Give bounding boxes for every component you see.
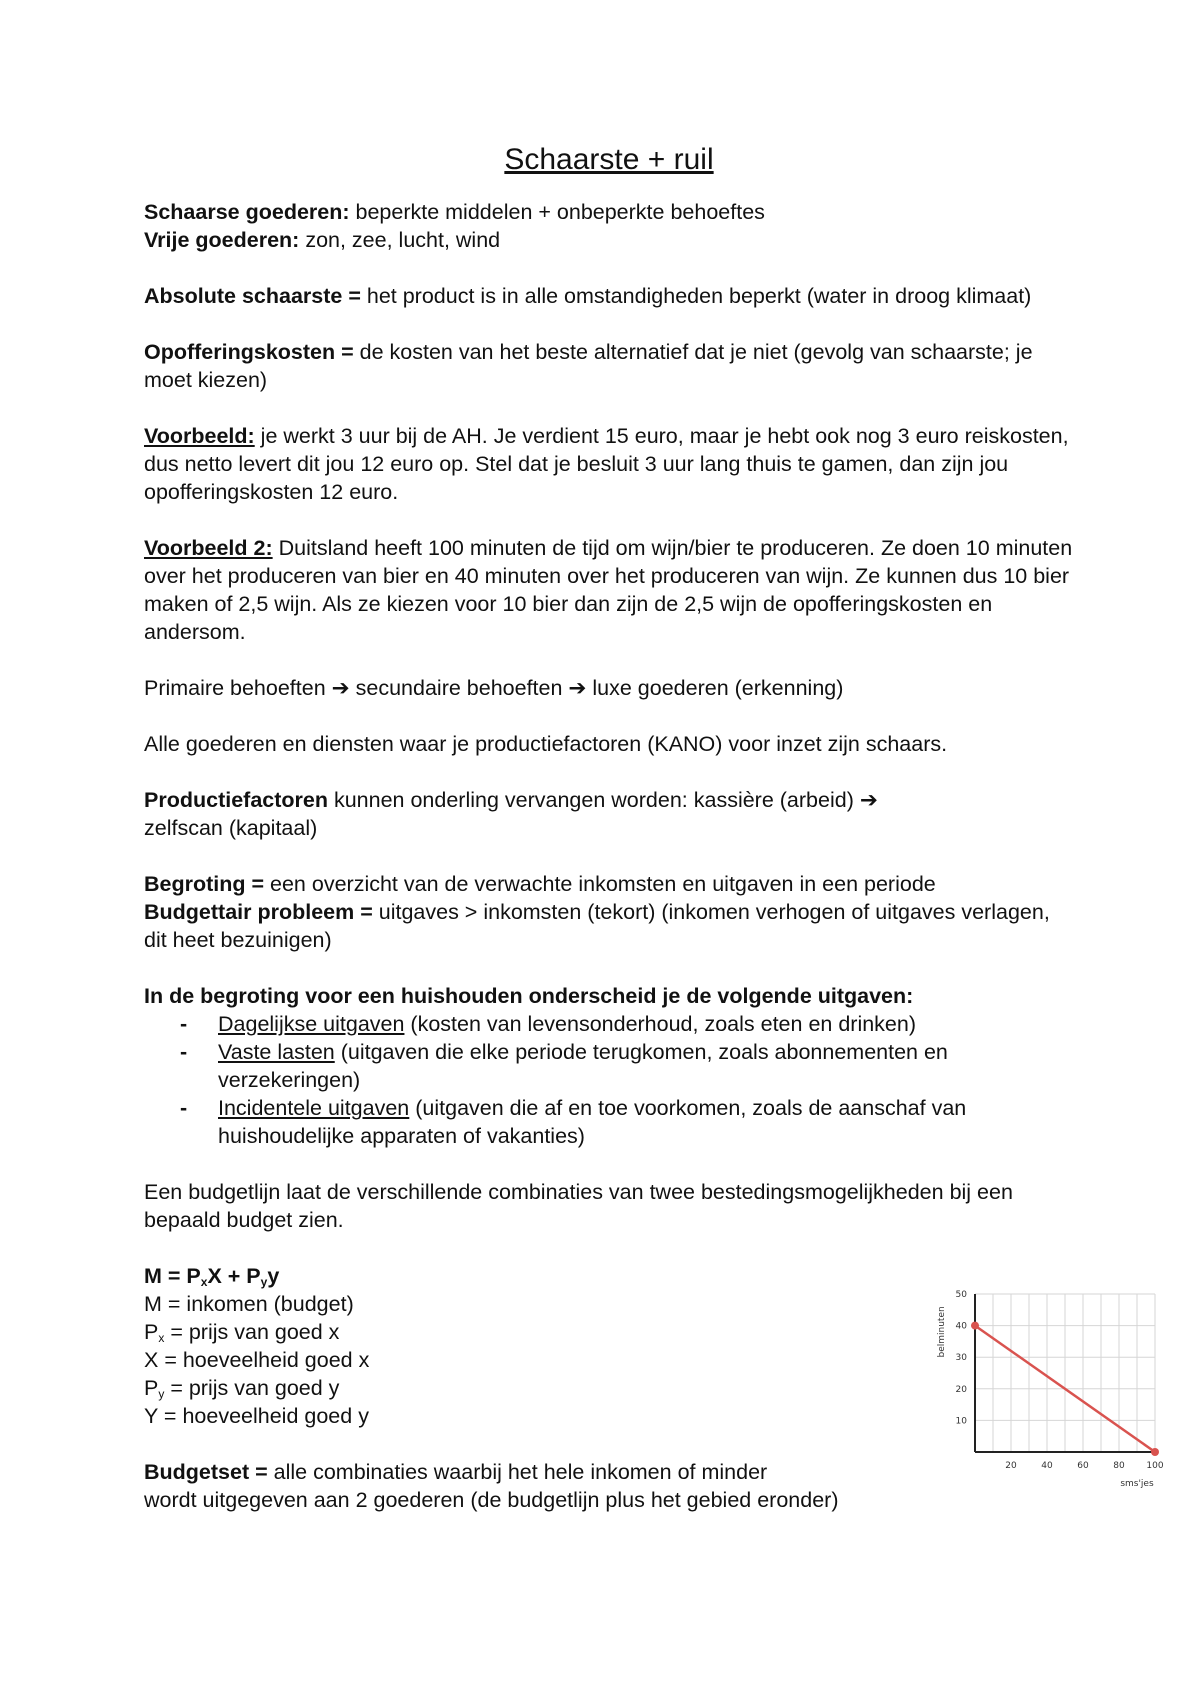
formula-y: Y = hoeveelheid goed y <box>144 1404 369 1428</box>
arrow-icon: ➔ <box>859 788 878 812</box>
formula-py: $P_y$ = prijs van goed y <box>144 1376 340 1401</box>
household-heading: In de begroting voor een huishouden onderscheid je de volgende uitgaven: <box>144 984 914 1008</box>
scarce-goods-line <box>144 198 1074 226</box>
opportunity-cost-paragraph <box>144 338 1074 394</box>
list-item: - Dagelijkse uitgaven (kosten van levensonderhoud, zoals eten en drinken) <box>180 1012 917 1036</box>
formula-block <box>144 1262 784 1430</box>
term-label: Absolute schaarste = <box>144 284 361 308</box>
x-tick-label: 100 <box>1146 1461 1164 1471</box>
needs-line: Primaire behoeften ➔ secundaire behoeften ➔ luxe goederen (erkenning) <box>144 676 844 700</box>
dash-bullet: - <box>180 1096 188 1120</box>
term-text: het product is in alle omstandigheden beperkt (water in droog klimaat) <box>360 284 1032 308</box>
budget-problem-paragraph: Budgettair probleem = uitgaves > inkomsten (tekort) (inkomen verhogen of uitgaves verlagen, dit heet bezuinigen) <box>144 900 1050 952</box>
example-text: je werkt 3 uur bij de AH. Je verdient 15 euro, maar je hebt ook nog 3 euro reiskosten, dus netto levert dit jou 12 euro op. Stel dat je besluit 3 uur lang thuis te gamen, dan zijn jou opofferingskosten 12 euro. <box>144 424 1069 504</box>
example-label: Voorbeeld 2: <box>144 536 273 560</box>
data-point <box>1151 1448 1159 1456</box>
kano-line: Alle goederen en diensten waar je productiefactoren (KANO) voor inzet zijn schaars. <box>144 732 948 756</box>
term-text: zon, zee, lucht, wind <box>299 228 501 252</box>
term-label: Schaarse goederen: <box>144 200 350 224</box>
factors-paragraph: Productiefactoren kunnen onderling vervangen worden: kassière (arbeid) ➔ zelfscan (kapitaal) <box>144 788 878 840</box>
list-term: Incidentele uitgaven <box>218 1096 410 1120</box>
example-text: Duitsland heeft 100 minuten de tijd om wijn/bier te produceren. Ze doen 10 minuten over het produceren van bier en 40 minuten over het produceren van wijn. Ze kunnen dus 10 bier maken of 2,5 wijn. Als ze kiezen voor 10 bier dan zijn de 2,5 wijn de opofferingskosten en andersom. <box>144 536 1073 644</box>
list-term: Vaste lasten <box>218 1040 335 1064</box>
y-axis-label: belminuten <box>937 1306 947 1358</box>
main-formula: $M = P_xX + P_yy$ <box>144 1264 280 1289</box>
absolute-scarcity-paragraph <box>144 282 1074 310</box>
x-tick-label: 60 <box>1077 1461 1089 1471</box>
budget-line: Begroting = een overzicht van de verwachte inkomsten en uitgaven in een periode <box>144 872 936 896</box>
list-item: - Incidentele uitgaven (uitgaven die af en toe voorkomen, zoals de aanschaf van huishoudelijke apparaten of vakanties) <box>180 1096 967 1148</box>
term-text: de kosten van het beste alternatief dat je niet (gevolg van schaarste; je moet kiezen) <box>144 340 1033 392</box>
list-item: - Vaste lasten (uitgaven die elke periode terugkomen, zoals abonnementen en verzekeringen) <box>180 1040 948 1092</box>
dash-bullet: - <box>180 1012 188 1036</box>
x-tick-label: 40 <box>1041 1461 1053 1471</box>
y-tick-label: 10 <box>955 1416 967 1427</box>
example-2-paragraph <box>144 534 1074 646</box>
budgetline-paragraph: Een budgetlijn laat de verschillende combinaties van twee bestedingsmogelijkheden bij een bepaald budget zien. <box>144 1180 1013 1232</box>
term-label: Begroting = <box>144 872 265 896</box>
x-tick-label: 80 <box>1113 1461 1125 1471</box>
formula-m: M = inkomen (budget) <box>144 1292 354 1316</box>
x-tick-label: 20 <box>1005 1461 1017 1471</box>
x-axis-label: sms'jes <box>1120 1479 1154 1489</box>
y-tick-label: 50 <box>955 1290 967 1300</box>
term-label: Budgetset = <box>144 1460 268 1484</box>
free-goods-line <box>144 226 1074 254</box>
page-title: Schaarste + ruil <box>504 143 714 176</box>
data-point <box>971 1322 979 1330</box>
list-term: Dagelijkse uitgaven <box>218 1012 405 1036</box>
arrow-icon: ➔ <box>331 676 350 700</box>
y-tick-label: 20 <box>955 1384 967 1395</box>
y-tick-label: 30 <box>955 1353 967 1364</box>
example-1-paragraph <box>144 422 1074 506</box>
term-text: beperkte middelen + onbeperkte behoeftes <box>349 200 765 224</box>
term-label: Vrije goederen: <box>144 228 300 252</box>
budget-line-chart <box>930 1280 1170 1500</box>
y-tick-label: 40 <box>955 1321 967 1332</box>
formula-x: X = hoeveelheid goed x <box>144 1348 370 1372</box>
formula-px: $P_x$ = prijs van goed x <box>144 1320 340 1345</box>
chart-svg <box>930 1280 1170 1500</box>
term-label: Opofferingskosten = <box>144 340 354 364</box>
example-label: Voorbeeld: <box>144 424 255 448</box>
budgetset-paragraph: Budgetset = alle combinaties waarbij het hele inkomen of minder wordt uitgegeven aan 2 goederen (de budgetlijn plus het gebied eronder) <box>144 1460 839 1512</box>
term-label: Productiefactoren <box>144 788 328 812</box>
dash-bullet: - <box>180 1040 188 1064</box>
arrow-icon: ➔ <box>568 676 587 700</box>
term-label: Budgettair probleem = <box>144 900 373 924</box>
expense-list <box>144 1010 1074 1150</box>
